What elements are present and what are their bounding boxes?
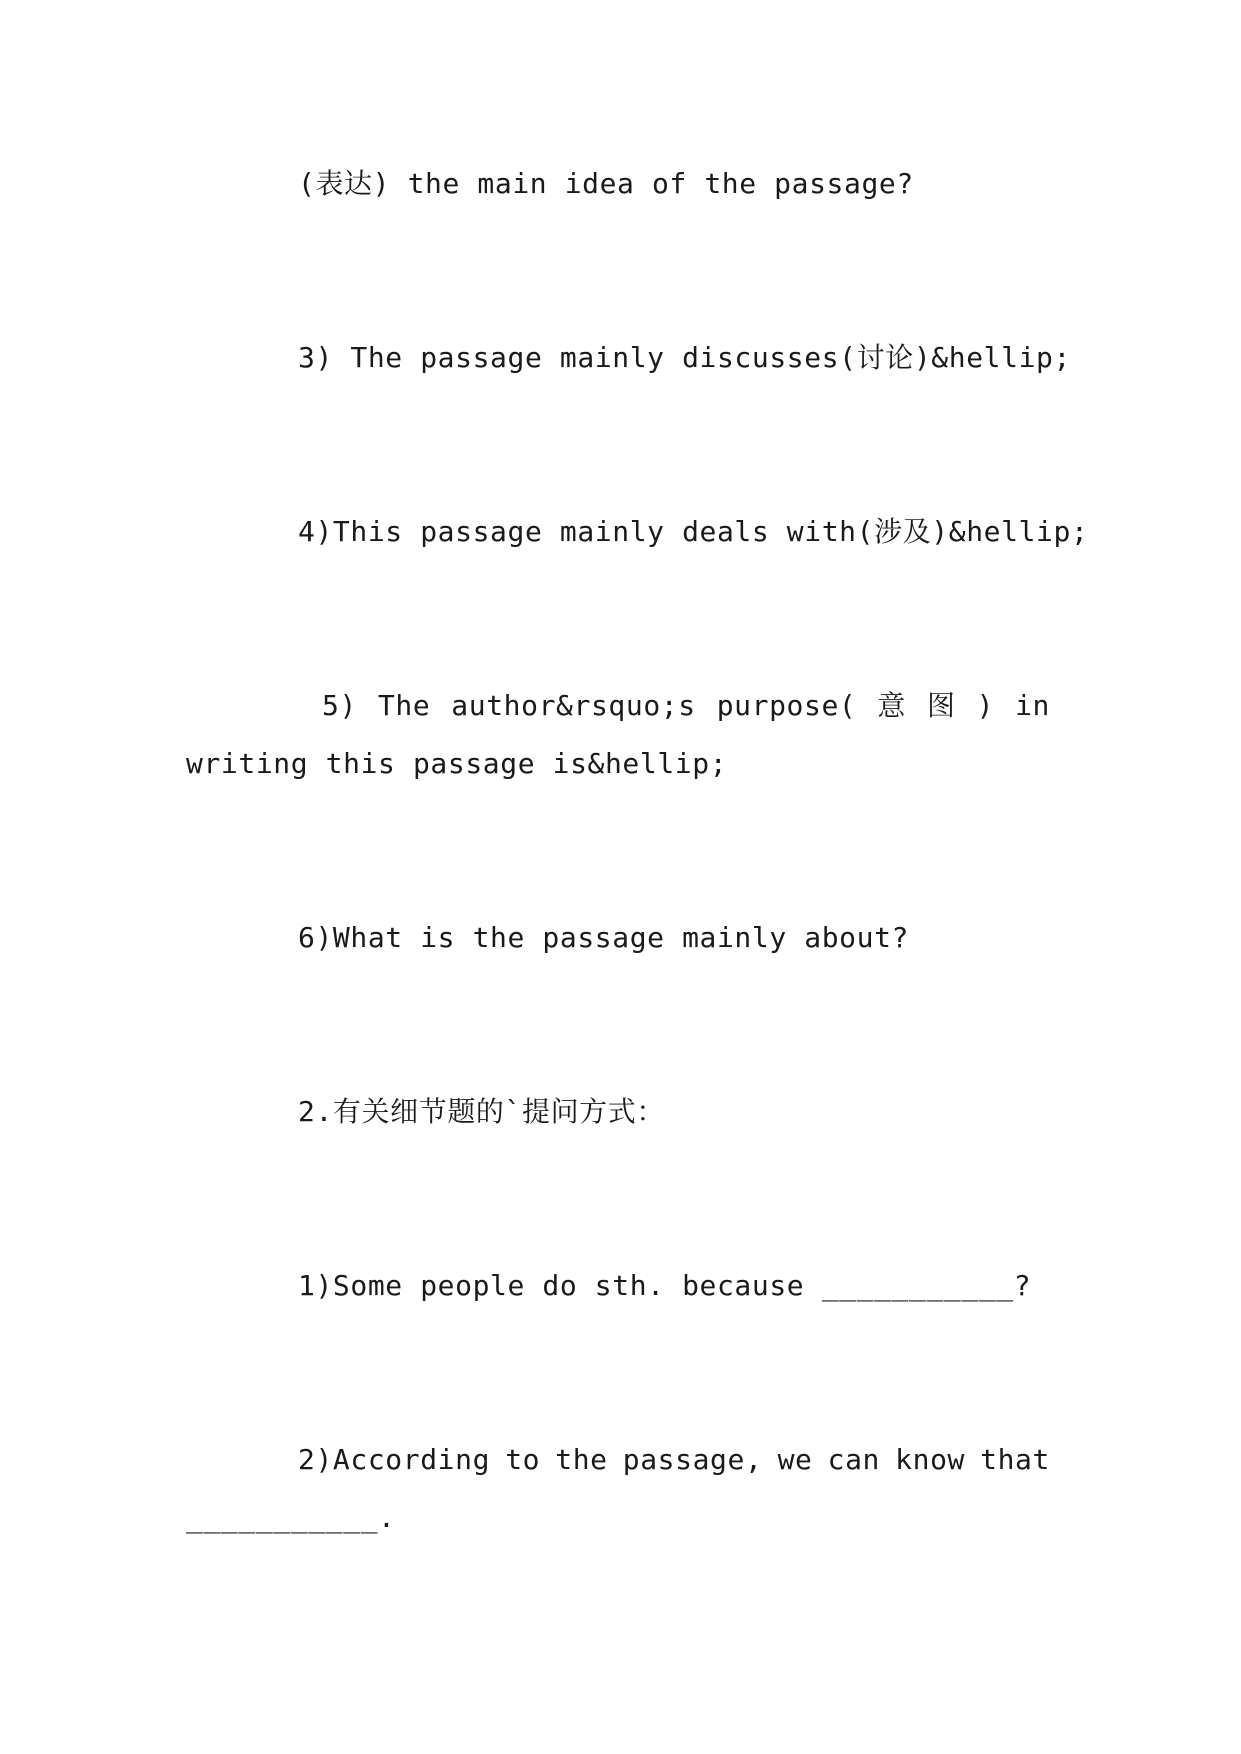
word: know xyxy=(895,1443,965,1476)
word: to xyxy=(505,1443,541,1476)
word: can xyxy=(827,1443,881,1476)
text-line-item-6: 6)What is the passage mainly about? xyxy=(298,921,910,954)
word: that xyxy=(980,1443,1050,1476)
word: purpose( xyxy=(716,689,857,722)
word: 意 xyxy=(877,689,906,722)
word: ) xyxy=(976,689,995,722)
text-line-express-main-idea: (表达) the main idea of the passage? xyxy=(298,167,914,200)
word: The xyxy=(377,689,431,722)
word: the xyxy=(555,1443,608,1476)
word: 5) xyxy=(322,689,357,722)
text-line-detail-2-continuation: ___________. xyxy=(186,1501,396,1534)
section-heading-detail-questions: 2.有关细节题的`提问方式： xyxy=(298,1095,665,1128)
word: author&rsquo;s xyxy=(451,689,696,722)
word: 图 xyxy=(926,689,956,722)
text-line-detail-1: 1)Some people do sth. because ___________? xyxy=(298,1269,1032,1302)
word: we xyxy=(777,1443,813,1476)
word: in xyxy=(1015,689,1050,722)
text-line-detail-2 xyxy=(298,1442,1050,1478)
text-line-item-4: 4)This passage mainly deals with(涉及)&hellip; xyxy=(298,515,1089,548)
text-line-item-5-continuation: writing this passage is&hellip; xyxy=(186,747,728,780)
word: passage, xyxy=(622,1443,763,1476)
text-line-item-3: 3) The passage mainly discusses(讨论)&hellip; xyxy=(298,341,1071,374)
word: 2)According xyxy=(298,1443,491,1476)
text-line-item-5 xyxy=(322,688,1050,724)
